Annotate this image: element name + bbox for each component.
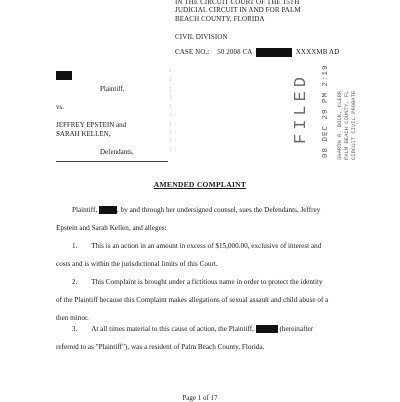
paragraph-1: 1. This is an action in an amount in excess of $15,000.00, exclusive of interest and costs and is within the jurisdictional limits of this Court. — [56, 242, 322, 268]
intro-paragraph — [56, 206, 386, 233]
defendant-line-1: JEFFREY EPSTEIN and — [56, 121, 127, 129]
case-number — [175, 48, 339, 57]
court-name-line-1: IN THE CIRCUIT COURT OF THE 15TH — [175, 0, 300, 6]
case-number-label: CASE NO.: — [175, 48, 210, 57]
clerk-stamp-line-2: PALM BEACH COUNTY, FL — [343, 90, 350, 160]
filed-stamp: FILED — [292, 72, 311, 144]
redaction-bar — [256, 48, 292, 57]
defendant-line-2: SARAH KELLEN, — [56, 130, 111, 138]
plaintiff-label: Plaintiff, — [100, 85, 125, 93]
filed-date-stamp: 08 DEC 29 PM 2:19 — [322, 64, 330, 158]
plaintiff-name-redaction — [56, 66, 72, 84]
caption-divider — [56, 161, 168, 162]
clerk-stamp — [336, 50, 357, 160]
document-title: AMENDED COMPLAINT — [153, 180, 247, 189]
intro-line-1: Plaintiff, , by and through her undersigned counsel, sues the Defendants, Jeffrey — [72, 206, 321, 214]
case-number-prefix: 50 2008 CA — [217, 48, 253, 57]
caption-colons: : : : : : : : : : : — [170, 68, 172, 154]
court-name-line-3: BEACH COUNTY, FLORIDA — [175, 15, 265, 23]
paragraph-3: 3. At all times material to this cause of action, the Plaintiff, (hereinafter referred to as "Plaintiff"), was a resident of Palm Beach County, Florida. — [56, 325, 314, 351]
clerk-stamp-line-3: CIRCUIT CIVIL PROBATE — [350, 90, 357, 160]
defendants-label: Defendants. — [100, 148, 134, 156]
case-number-suffix: XXXXMB AD — [295, 48, 340, 57]
division-label: CIVIL DIVISION — [175, 33, 228, 41]
paragraph-2: 2. This Complaint is brought under a fictitious name in order to protect the identity of the Plaintiff because this Complaint makes allegations of sexual assault and child abuse of a then minor. — [56, 278, 329, 322]
clerk-stamp-line-1: SHARON R. BOCK, CLERK — [336, 90, 343, 160]
redaction-bar — [256, 325, 278, 333]
paragraph-number: 2. — [72, 278, 78, 286]
versus-label: vs. — [56, 103, 64, 111]
court-name-line-2: JUDICIAL CIRCUIT IN AND FOR PALM — [175, 6, 301, 14]
redaction-bar — [99, 206, 117, 214]
paragraph-number: 1. — [72, 242, 78, 250]
page-number: Page 1 of 17 — [182, 394, 218, 402]
paragraph-number: 3. — [72, 325, 78, 333]
intro-line-2: Epstein and Sarah Kellen, and alleges: — [56, 224, 167, 232]
